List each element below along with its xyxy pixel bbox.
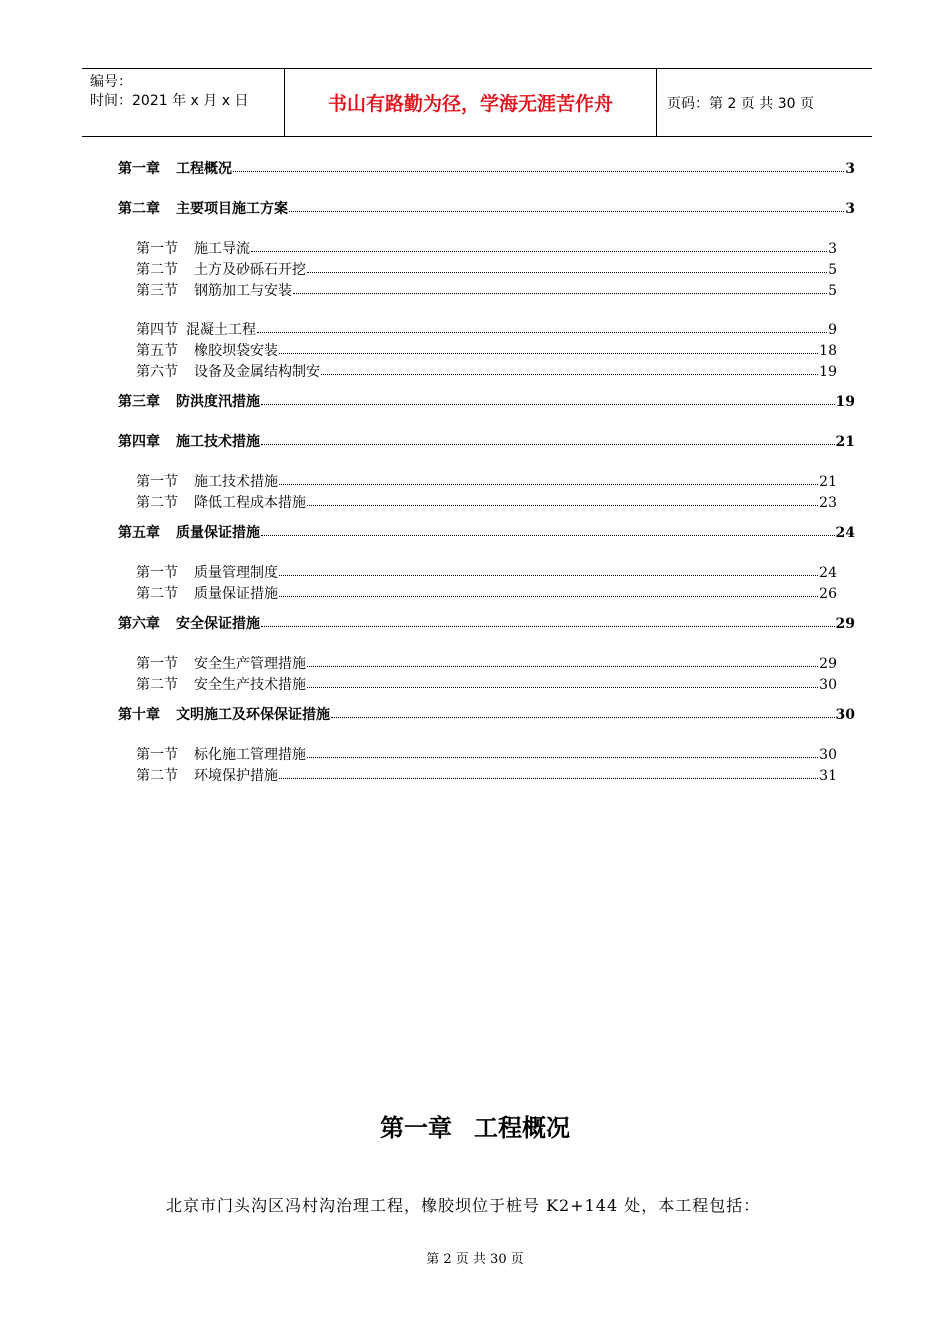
- toc-entry-page: 18: [819, 343, 837, 359]
- toc-entry-title: 质量保证措施: [194, 586, 278, 602]
- toc-entry-number: 第二节: [136, 262, 178, 278]
- toc-section-entry[interactable]: [136, 494, 837, 512]
- toc-entry-number: 第一节: [136, 565, 178, 581]
- toc-entry-page: 3: [845, 161, 855, 177]
- toc-entry-page: 19: [819, 364, 837, 380]
- toc-leader-dots: [257, 320, 827, 333]
- toc-section-entry[interactable]: [136, 363, 837, 381]
- toc-entry-page: 26: [819, 586, 837, 602]
- toc-leader-dots: [289, 199, 844, 212]
- chapter-heading-number: 第一章: [380, 1114, 452, 1142]
- toc-section-entry[interactable]: [136, 282, 837, 300]
- toc-entry-number: 第十章: [118, 707, 160, 723]
- toc-entry-number: 第一节: [136, 241, 178, 257]
- toc-leader-dots: [251, 239, 827, 252]
- toc-chapter-entry[interactable]: [118, 160, 855, 178]
- toc-entry-number: 第四节: [136, 322, 178, 338]
- toc-entry-title: 施工技术措施: [194, 474, 278, 490]
- toc-entry-title: 施工技术措施: [176, 434, 260, 450]
- toc-entry-title: 安全生产技术措施: [194, 677, 306, 693]
- toc-entry-title: 施工导流: [194, 241, 250, 257]
- toc-entry-title: 主要项目施工方案: [176, 201, 288, 217]
- toc-entry-title: 安全保证措施: [176, 616, 260, 632]
- header-page-info: 页码：第 2 页 共 30 页: [667, 95, 814, 112]
- toc-entry-title: 土方及砂砾石开挖: [194, 262, 306, 278]
- doc-number-label: 编号：: [90, 74, 132, 90]
- toc-entry-page: 21: [835, 434, 855, 450]
- toc-leader-dots: [279, 766, 818, 779]
- toc-section-entry[interactable]: [136, 655, 837, 673]
- toc-entry-number: 第四章: [118, 434, 160, 450]
- toc-entry-page: 5: [828, 283, 837, 299]
- toc-entry-number: 第五章: [118, 525, 160, 541]
- toc-entry-page: 21: [819, 474, 837, 490]
- toc-leader-dots: [307, 260, 827, 273]
- toc-section-entry[interactable]: [136, 240, 837, 258]
- header-motto: 书山有路勤为径，学海无涯苦作舟: [284, 69, 657, 136]
- toc-entry-page: 24: [819, 565, 837, 581]
- toc-entry-title: 标化施工管理措施: [194, 747, 306, 763]
- toc-entry-page: 9: [828, 322, 837, 338]
- toc-section-entry[interactable]: [136, 767, 837, 785]
- toc-section-entry[interactable]: [136, 585, 837, 603]
- toc-leader-dots: [233, 159, 844, 172]
- toc-entry-number: 第二节: [136, 677, 178, 693]
- toc-entry-number: 第五节: [136, 343, 178, 359]
- toc-entry-number: 第一章: [118, 161, 160, 177]
- toc-entry-title: 质量管理制度: [194, 565, 278, 581]
- toc-entry-title: 质量保证措施: [176, 525, 260, 541]
- toc-entry-page: 29: [819, 656, 837, 672]
- toc-entry-title: 钢筋加工与安装: [194, 283, 292, 299]
- toc-entry-number: 第三节: [136, 283, 178, 299]
- toc-entry-number: 第六节: [136, 364, 178, 380]
- toc-entry-title: 橡胶坝袋安装: [194, 343, 278, 359]
- toc-entry-title: 设备及金属结构制安: [194, 364, 320, 380]
- toc-entry-title: 环境保护措施: [194, 768, 278, 784]
- toc-leader-dots: [279, 584, 818, 597]
- toc-entry-title: 防洪度汛措施: [176, 394, 260, 410]
- toc-section-entry[interactable]: [136, 261, 837, 279]
- toc-section-entry[interactable]: [136, 746, 837, 764]
- toc-chapter-entry[interactable]: [118, 524, 855, 542]
- toc-section-entry[interactable]: [136, 473, 837, 491]
- toc-entry-page: 19: [835, 394, 855, 410]
- toc-entry-title: 工程概况: [176, 161, 232, 177]
- toc-leader-dots: [261, 614, 835, 627]
- toc-entry-page: 30: [819, 677, 837, 693]
- toc-chapter-entry[interactable]: [118, 433, 855, 451]
- toc-entry-page: 30: [819, 747, 837, 763]
- toc-entry-number: 第二节: [136, 495, 178, 511]
- toc-section-entry[interactable]: [136, 342, 837, 360]
- toc-entry-number: 第六章: [118, 616, 160, 632]
- toc-entry-page: 23: [819, 495, 837, 511]
- toc-entry-title: 混凝土工程: [186, 322, 256, 338]
- toc-entry-number: 第三章: [118, 394, 160, 410]
- chapter-heading-title: 工程概况: [474, 1114, 570, 1142]
- page-footer: 第 2 页 共 30 页: [426, 1252, 524, 1267]
- toc-leader-dots: [279, 341, 818, 354]
- toc-entry-number: 第二节: [136, 768, 178, 784]
- toc-entry-page: 29: [835, 616, 855, 632]
- toc-section-entry[interactable]: [136, 321, 837, 339]
- toc-section-entry[interactable]: [136, 564, 837, 582]
- toc-section-entry[interactable]: [136, 676, 837, 694]
- toc-entry-number: 第二章: [118, 201, 160, 217]
- toc-leader-dots: [293, 281, 827, 294]
- toc-leader-dots: [321, 362, 818, 375]
- toc-chapter-entry[interactable]: [118, 393, 855, 411]
- toc-entry-page: 3: [845, 201, 855, 217]
- page-header: [82, 68, 872, 137]
- toc-entry-number: 第一节: [136, 656, 178, 672]
- body-paragraph: 北京市门头沟区冯村沟治理工程，橡胶坝位于桩号 K2+144 处，本工程包括：: [166, 1196, 761, 1215]
- toc-entry-page: 30: [835, 707, 855, 723]
- toc-entry-page: 24: [835, 525, 855, 541]
- chapter-heading: [0, 1108, 950, 1143]
- toc-entry-number: 第二节: [136, 586, 178, 602]
- toc-leader-dots: [261, 432, 835, 445]
- toc-leader-dots: [331, 705, 835, 718]
- toc-entry-number: 第一节: [136, 474, 178, 490]
- toc-leader-dots: [307, 654, 818, 667]
- toc-leader-dots: [307, 493, 818, 506]
- toc-entry-title: 安全生产管理措施: [194, 656, 306, 672]
- toc-leader-dots: [307, 745, 818, 758]
- doc-date: 时间：2021 年 x 月 x 日: [90, 93, 249, 109]
- toc-entry-title: 降低工程成本措施: [194, 495, 306, 511]
- toc-entry-title: 文明施工及环保保证措施: [176, 707, 330, 723]
- toc-leader-dots: [261, 523, 835, 536]
- toc-chapter-entry[interactable]: [118, 706, 855, 724]
- toc-leader-dots: [279, 472, 818, 485]
- toc-entry-page: 3: [828, 241, 837, 257]
- toc-leader-dots: [279, 563, 818, 576]
- toc-entry-number: 第一节: [136, 747, 178, 763]
- toc-leader-dots: [261, 392, 835, 405]
- toc-entry-page: 5: [828, 262, 837, 278]
- toc-entry-page: 31: [819, 768, 837, 784]
- header-meta: [82, 69, 284, 136]
- toc-chapter-entry[interactable]: [118, 615, 855, 633]
- toc-leader-dots: [307, 675, 818, 688]
- toc-chapter-entry[interactable]: [118, 200, 855, 218]
